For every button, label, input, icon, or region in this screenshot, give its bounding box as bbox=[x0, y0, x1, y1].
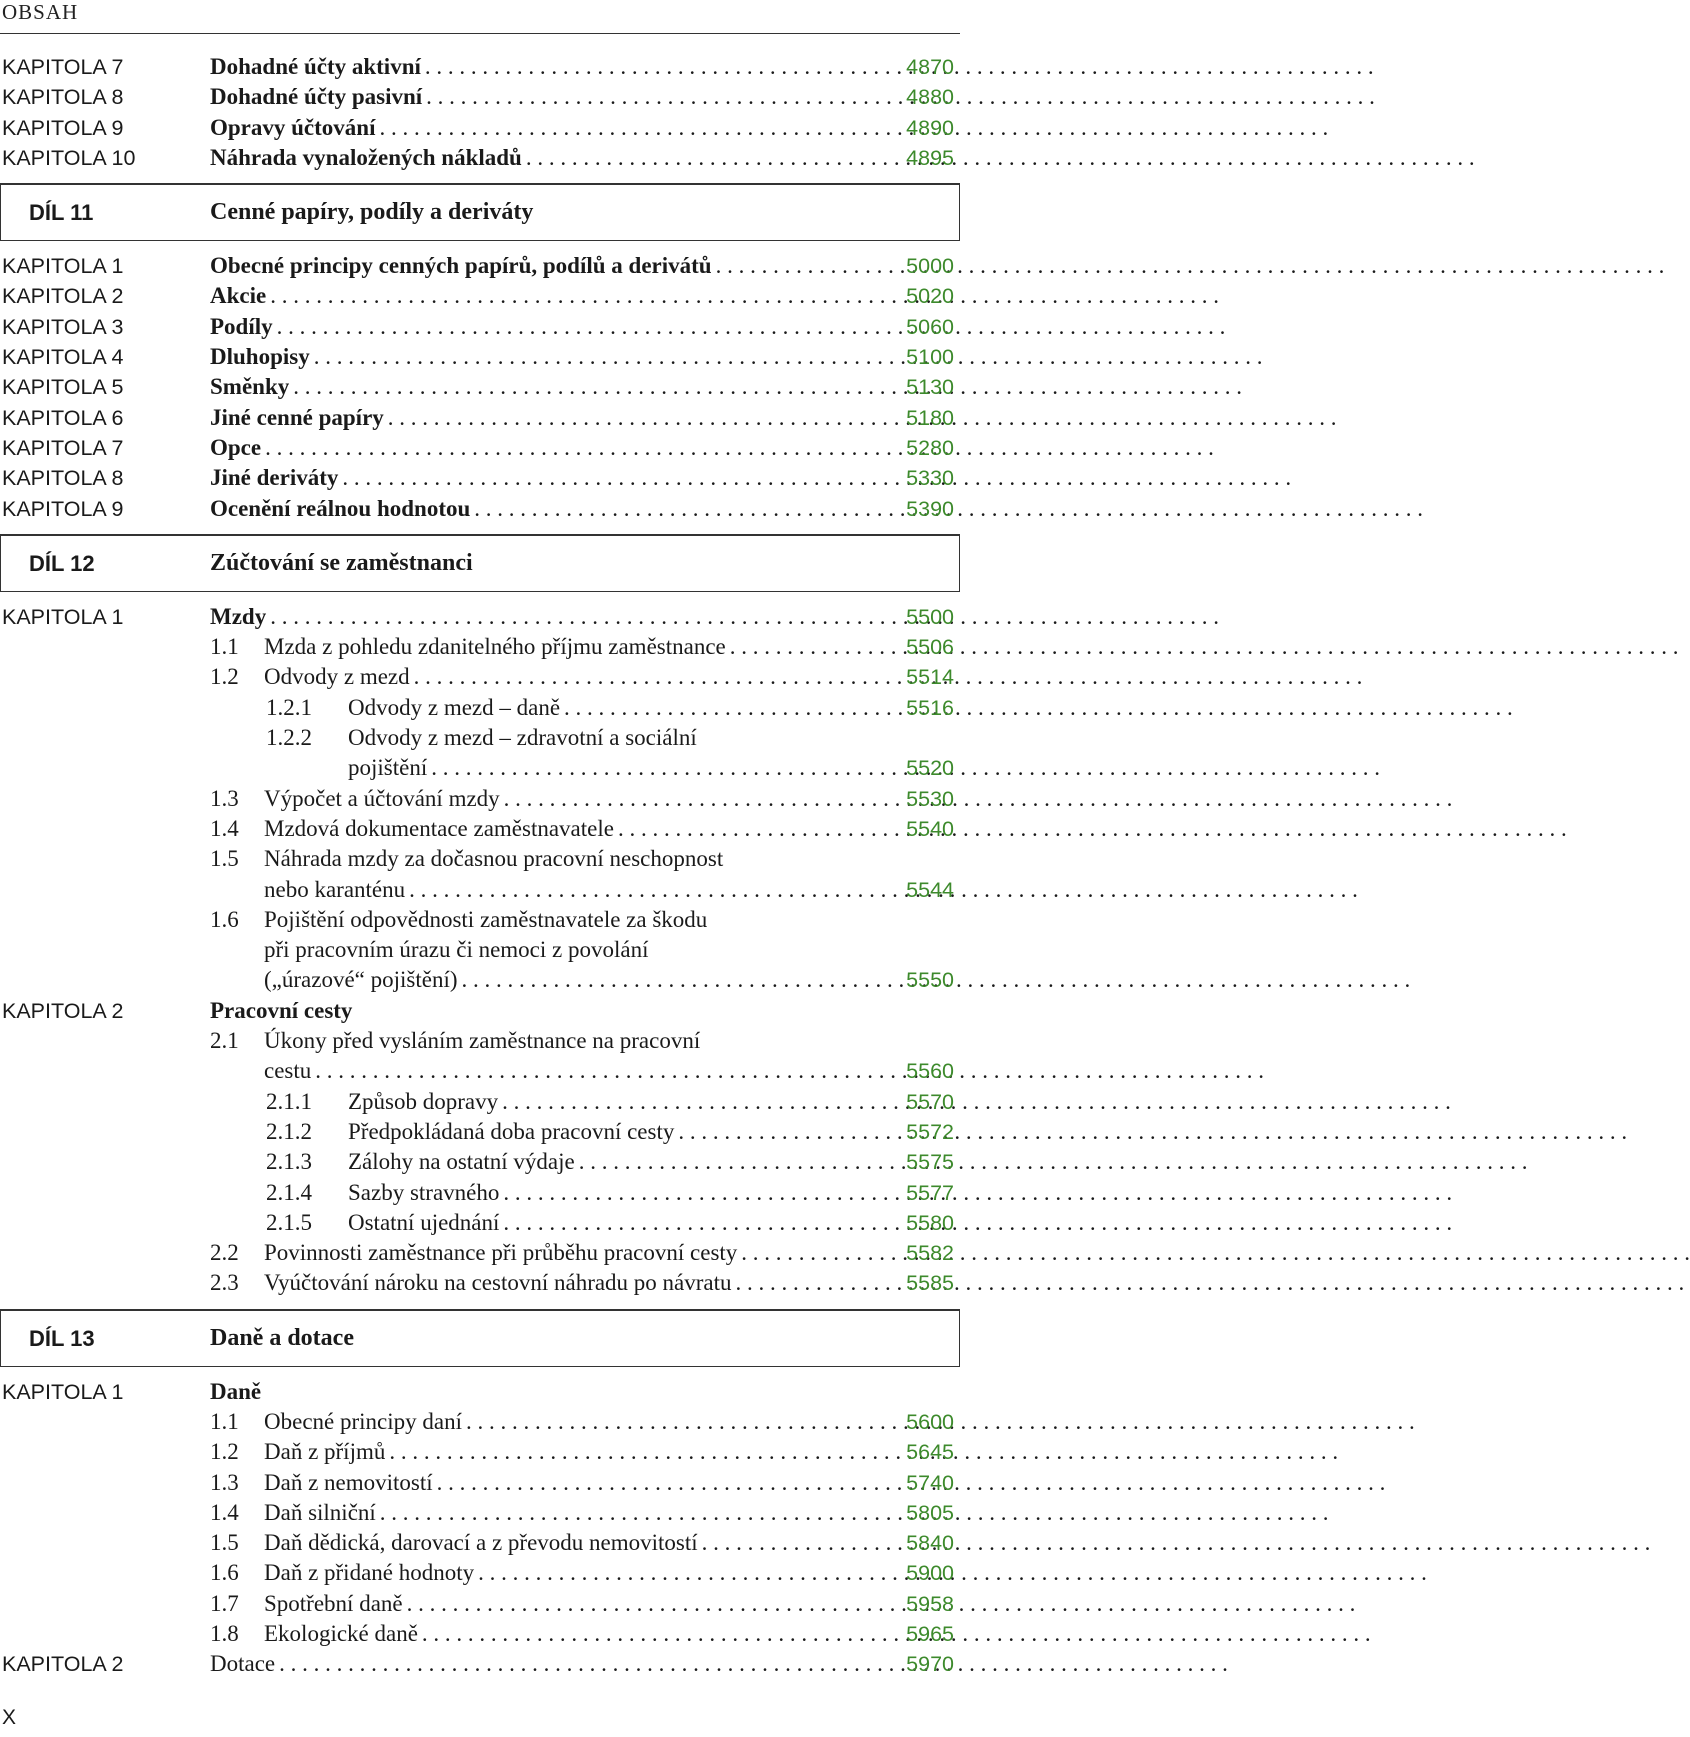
page-number: 5550 bbox=[906, 968, 954, 993]
page-number: 5544 bbox=[906, 877, 954, 902]
toc-subrow[interactable] bbox=[0, 1528, 960, 1558]
page-number: 5577 bbox=[906, 1180, 954, 1205]
entry-title: Pojištění odpovědnosti zaměstnavatele za škodu bbox=[264, 906, 708, 932]
section-number: 1.2.1 bbox=[266, 694, 312, 720]
entry-title: Opravy účtování bbox=[210, 114, 376, 140]
table-of-contents bbox=[0, 52, 960, 1680]
entry-title: Ocenění reálnou hodnotou bbox=[210, 495, 471, 521]
toc-subrow[interactable] bbox=[0, 632, 960, 662]
toc-row[interactable] bbox=[0, 281, 960, 311]
page-number: 5580 bbox=[906, 1210, 954, 1235]
toc-subrow[interactable] bbox=[0, 1147, 960, 1177]
section-number: 1.8 bbox=[210, 1621, 239, 1647]
entry-title: Podíly bbox=[210, 313, 273, 339]
toc-subrow[interactable] bbox=[0, 1268, 960, 1298]
page-number: 5560 bbox=[906, 1059, 954, 1084]
entry-title: Vyúčtování nároku na cestovní náhradu po návratu bbox=[264, 1270, 732, 1296]
chapter-label: KAPITOLA 2 bbox=[2, 998, 124, 1023]
page-number: 5060 bbox=[906, 314, 954, 339]
toc-subrow[interactable] bbox=[0, 784, 960, 814]
toc-subrow[interactable] bbox=[0, 1117, 960, 1147]
page-number: 5520 bbox=[906, 756, 954, 781]
section-number: 2.1.2 bbox=[266, 1118, 312, 1144]
page-number: 5965 bbox=[906, 1622, 954, 1647]
page-number: 5840 bbox=[906, 1531, 954, 1556]
page-number: 5970 bbox=[906, 1652, 954, 1677]
toc-subrow[interactable] bbox=[0, 1208, 960, 1238]
toc-row[interactable] bbox=[0, 433, 960, 463]
part-title: Daně a dotace bbox=[210, 1324, 354, 1351]
entry-title: Daň z příjmů bbox=[264, 1439, 386, 1465]
chapter-label: KAPITOLA 9 bbox=[2, 496, 124, 521]
toc-row[interactable] bbox=[0, 372, 960, 402]
part-heading[interactable] bbox=[0, 183, 960, 241]
chapter-label: KAPITOLA 8 bbox=[2, 85, 124, 110]
page-number: 5100 bbox=[906, 345, 954, 370]
toc-subrow[interactable] bbox=[0, 1619, 960, 1649]
entry-title: Daň z přidané hodnoty bbox=[264, 1560, 475, 1586]
section-number: 1.1 bbox=[210, 1408, 239, 1434]
toc-subrow[interactable] bbox=[0, 814, 960, 844]
page-number: 4890 bbox=[906, 115, 954, 140]
chapter-label: KAPITOLA 10 bbox=[2, 145, 136, 170]
page-number: 5600 bbox=[906, 1409, 954, 1434]
header-title: OBSAH bbox=[2, 0, 79, 24]
section-number: 2.1.1 bbox=[266, 1088, 312, 1114]
toc-row[interactable] bbox=[0, 996, 960, 1026]
part-title: Cenné papíry, podíly a deriváty bbox=[210, 199, 534, 226]
toc-row[interactable] bbox=[0, 494, 960, 524]
entry-title: („úrazové“ pojištění) bbox=[264, 967, 458, 993]
page-number: 5805 bbox=[906, 1500, 954, 1525]
page-number: 5180 bbox=[906, 405, 954, 430]
entry-title: při pracovním úrazu či nemoci z povolání bbox=[264, 937, 649, 963]
chapter-label: KAPITOLA 2 bbox=[2, 284, 124, 309]
chapter-label: KAPITOLA 1 bbox=[2, 254, 124, 279]
chapter-label: KAPITOLA 6 bbox=[2, 405, 124, 430]
entry-title: Jiné deriváty bbox=[210, 465, 339, 491]
toc-subrow[interactable] bbox=[0, 905, 960, 935]
toc-subrow[interactable] bbox=[0, 935, 960, 965]
page-number: 5130 bbox=[906, 375, 954, 400]
section-number: 1.5 bbox=[210, 1530, 239, 1556]
entry-title: pojištění bbox=[348, 755, 428, 781]
entry-title: Odvody z mezd – zdravotní a sociální bbox=[348, 725, 697, 751]
page-number: 5514 bbox=[906, 665, 954, 690]
toc-row[interactable] bbox=[0, 251, 960, 281]
page-number: 5958 bbox=[906, 1591, 954, 1616]
entry-title: Zálohy na ostatní výdaje bbox=[348, 1149, 575, 1175]
toc-subrow[interactable] bbox=[0, 1558, 960, 1588]
page-number: 5280 bbox=[906, 435, 954, 460]
page-number: 5540 bbox=[906, 816, 954, 841]
toc-subrow[interactable] bbox=[0, 1498, 960, 1528]
entry-title: Náhrada mzdy za dočasnou pracovní neschopnost bbox=[264, 846, 724, 872]
toc-subrow[interactable] bbox=[0, 1238, 960, 1268]
entry-title: Odvody z mezd – daně bbox=[348, 694, 561, 720]
entry-title: Dotace bbox=[210, 1651, 276, 1677]
section-number: 2.3 bbox=[210, 1270, 239, 1296]
page-number: 4870 bbox=[906, 55, 954, 79]
part-label: DÍL 12 bbox=[29, 550, 95, 576]
toc-subrow[interactable] bbox=[0, 1468, 960, 1498]
page-number: 5575 bbox=[906, 1150, 954, 1175]
toc-subrow[interactable] bbox=[0, 1407, 960, 1437]
entry-title: Daně bbox=[210, 1378, 262, 1404]
page-number: 5516 bbox=[906, 695, 954, 720]
chapter-label: KAPITOLA 4 bbox=[2, 345, 124, 370]
toc-row[interactable] bbox=[0, 52, 960, 82]
chapter-label: KAPITOLA 3 bbox=[2, 314, 124, 339]
toc-row[interactable] bbox=[0, 1649, 960, 1679]
section-number: 1.3 bbox=[210, 1469, 239, 1495]
entry-title: Pracovní cesty bbox=[210, 997, 353, 1023]
toc-subrow[interactable] bbox=[0, 753, 960, 783]
entry-title: Ekologické daně bbox=[264, 1621, 418, 1647]
entry-title: Dohadné účty aktivní bbox=[210, 54, 421, 79]
entry-title: Způsob dopravy bbox=[348, 1088, 499, 1114]
entry-title: Daň dědická, darovací a z převodu nemovitostí bbox=[264, 1530, 698, 1556]
toc-row[interactable] bbox=[0, 463, 960, 493]
section-number: 2.2 bbox=[210, 1240, 239, 1266]
toc-subrow[interactable] bbox=[0, 965, 960, 995]
entry-title: Dohadné účty pasivní bbox=[210, 84, 423, 110]
entry-title: Sazby stravného bbox=[348, 1179, 500, 1205]
chapter-label: KAPITOLA 1 bbox=[2, 604, 124, 629]
section-number: 2.1.5 bbox=[266, 1209, 312, 1235]
part-heading[interactable] bbox=[0, 534, 960, 592]
toc-subrow[interactable] bbox=[0, 693, 960, 723]
page-number: 5000 bbox=[906, 254, 954, 279]
page-number: 4895 bbox=[906, 145, 954, 170]
section-number: 2.1.3 bbox=[266, 1149, 312, 1175]
page-number: 5020 bbox=[906, 284, 954, 309]
entry-title: Výpočet a účtování mzdy bbox=[264, 785, 500, 811]
chapter-label: KAPITOLA 5 bbox=[2, 375, 124, 400]
entry-title: Mzdová dokumentace zaměstnavatele bbox=[264, 815, 614, 841]
toc-row[interactable] bbox=[0, 342, 960, 372]
page-number: 5572 bbox=[906, 1119, 954, 1144]
toc-subrow[interactable] bbox=[0, 1056, 960, 1086]
page-number: 5500 bbox=[906, 604, 954, 629]
part-title: Zúčtování se zaměstnanci bbox=[210, 549, 473, 576]
toc-subrow[interactable] bbox=[0, 662, 960, 692]
entry-title: Dluhopisy bbox=[210, 344, 310, 370]
section-number: 2.1 bbox=[210, 1028, 239, 1054]
entry-title: Obecné principy daní bbox=[264, 1408, 462, 1434]
chapter-label: KAPITOLA 7 bbox=[2, 435, 124, 460]
chapter-label: KAPITOLA 1 bbox=[2, 1379, 124, 1404]
section-number: 1.2 bbox=[210, 664, 239, 690]
chapter-label: KAPITOLA 2 bbox=[2, 1652, 124, 1677]
entry-title: Předpokládaná doba pracovní cesty bbox=[348, 1118, 675, 1144]
page-number: 5740 bbox=[906, 1470, 954, 1495]
toc-subrow[interactable] bbox=[0, 1087, 960, 1117]
entry-title: Směnky bbox=[210, 374, 290, 400]
entry-title: nebo karanténu bbox=[264, 876, 406, 902]
entry-title: Jiné cenné papíry bbox=[210, 404, 384, 430]
part-heading[interactable] bbox=[0, 1309, 960, 1367]
section-number: 2.1.4 bbox=[266, 1179, 312, 1205]
entry-title: cestu bbox=[264, 1058, 312, 1084]
toc-row[interactable] bbox=[0, 1377, 960, 1407]
section-number: 1.6 bbox=[210, 1560, 239, 1586]
toc-subrow[interactable] bbox=[0, 844, 960, 874]
entry-title: Mzda z pohledu zdanitelného příjmu zaměstnance bbox=[264, 634, 726, 660]
page-number: 4880 bbox=[906, 85, 954, 110]
page-number: 5582 bbox=[906, 1241, 954, 1266]
section-number: 1.5 bbox=[210, 846, 239, 872]
running-header bbox=[0, 0, 960, 34]
entry-title: Náhrada vynaložených nákladů bbox=[210, 144, 522, 170]
page-number: 5330 bbox=[906, 466, 954, 491]
entry-title: Odvody z mezd bbox=[264, 664, 410, 690]
chapter-label: KAPITOLA 8 bbox=[2, 466, 124, 491]
toc-row[interactable] bbox=[0, 143, 960, 173]
chapter-label: KAPITOLA 7 bbox=[2, 55, 124, 79]
section-number: 1.4 bbox=[210, 1499, 239, 1525]
entry-title: Mzdy bbox=[210, 603, 267, 629]
section-number: 1.2 bbox=[210, 1439, 239, 1465]
toc-subrow[interactable] bbox=[0, 1437, 960, 1467]
toc-row[interactable] bbox=[0, 403, 960, 433]
toc-row[interactable] bbox=[0, 312, 960, 342]
page-number: 5390 bbox=[906, 496, 954, 521]
entry-title: Akcie bbox=[210, 283, 267, 309]
section-number: 1.4 bbox=[210, 815, 239, 841]
page-number: 5570 bbox=[906, 1089, 954, 1114]
entry-title: Obecné principy cenných papírů, podílů a derivátů bbox=[210, 253, 712, 279]
entry-title: Úkony před vysláním zaměstnance na pracovní bbox=[264, 1028, 701, 1054]
page-number: 5506 bbox=[906, 635, 954, 660]
entry-title: Ostatní ujednání bbox=[348, 1209, 500, 1235]
page-folio: X bbox=[2, 1706, 17, 1729]
entry-title: Povinnosti zaměstnance při průběhu pracovní cesty bbox=[264, 1240, 738, 1266]
part-label: DÍL 13 bbox=[29, 1325, 95, 1351]
toc-row[interactable] bbox=[0, 602, 960, 632]
page-number: 5900 bbox=[906, 1561, 954, 1586]
page-number: 5645 bbox=[906, 1440, 954, 1465]
toc-row[interactable] bbox=[0, 113, 960, 143]
page-number: 5585 bbox=[906, 1271, 954, 1296]
toc-row[interactable] bbox=[0, 82, 960, 112]
section-number: 1.1 bbox=[210, 634, 239, 660]
section-number: 1.7 bbox=[210, 1590, 239, 1616]
section-number: 1.3 bbox=[210, 785, 239, 811]
part-label: DÍL 11 bbox=[29, 200, 94, 226]
entry-title: Opce bbox=[210, 434, 262, 460]
page-number: 5530 bbox=[906, 786, 954, 811]
entry-title: Spotřební daně bbox=[264, 1590, 403, 1616]
chapter-label: KAPITOLA 9 bbox=[2, 115, 124, 140]
entry-title: Daň z nemovitostí bbox=[264, 1469, 433, 1495]
section-number: 1.6 bbox=[210, 906, 239, 932]
toc-subrow[interactable] bbox=[0, 875, 960, 905]
toc-subrow[interactable] bbox=[0, 723, 960, 753]
toc-subrow[interactable] bbox=[0, 1026, 960, 1056]
toc-subrow[interactable] bbox=[0, 1178, 960, 1208]
entry-title: Daň silniční bbox=[264, 1499, 376, 1525]
section-number: 1.2.2 bbox=[266, 725, 312, 751]
toc-subrow[interactable] bbox=[0, 1589, 960, 1619]
